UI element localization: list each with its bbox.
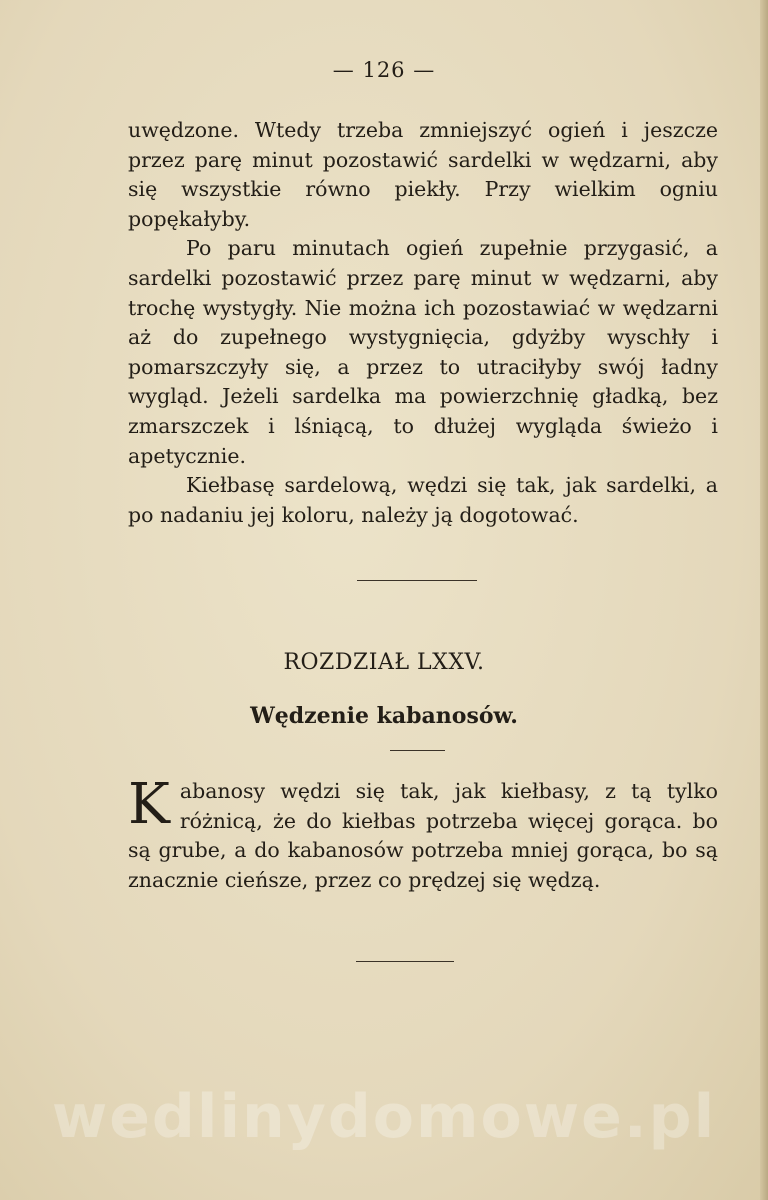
paragraph: Po paru minutach ogień zupełnie przygasić, a sardelki pozostawić przez parę minut w wędzarni, aby trochę wystygły. Nie można ich pozostawiać w wędzarni aż do zupełnego wystygnięcia, gdyżby wyschły i pomarszczyły się, a przez to utraciłyby swój ładny wygląd. Jeżeli sardelka ma powierzchnię gładką, bez zmarszczek i lśniącą, to dłużej wygląda świeżo i apetycznie. [128,236,718,468]
page-number: — 126 — [332,58,436,82]
paragraph: uwędzone. Wtedy trzeba zmniejszyć ogień i jeszcze przez parę minut pozostawić sardelki w wędzarni, aby się wszystkie równo piekły. Przy wielkim ogniu popękałyby. [128,118,718,231]
divider-rule [357,580,477,581]
chapter-title: ROZDZIAŁ LXXV. [283,650,485,675]
drop-cap: K [128,772,170,837]
page-edge [760,0,768,1200]
watermark: wedlinydomowe.pl [51,1082,717,1152]
paragraph-text: abanosy wędzi się tak, jak kiełbasy, z tą tylko różnicą, że do kiełbas potrzeba więcej gorąca. bo są grube, a do kabanosów potrzeba mniej gorąca, bo są znacznie cieńsze, przez co prędzej się wędzą. [128,779,718,892]
text-block-top [128,116,718,530]
text-block-section [128,772,718,895]
section-title: Wędzenie kabanosów. [250,703,518,729]
paragraph [128,772,718,895]
divider-rule [356,961,454,962]
paragraph: Kiełbasę sardelową, wędzi się tak, jak sardelki, a po nadaniu jej koloru, należy ją dogotować. [128,473,718,527]
divider-rule [390,750,445,751]
